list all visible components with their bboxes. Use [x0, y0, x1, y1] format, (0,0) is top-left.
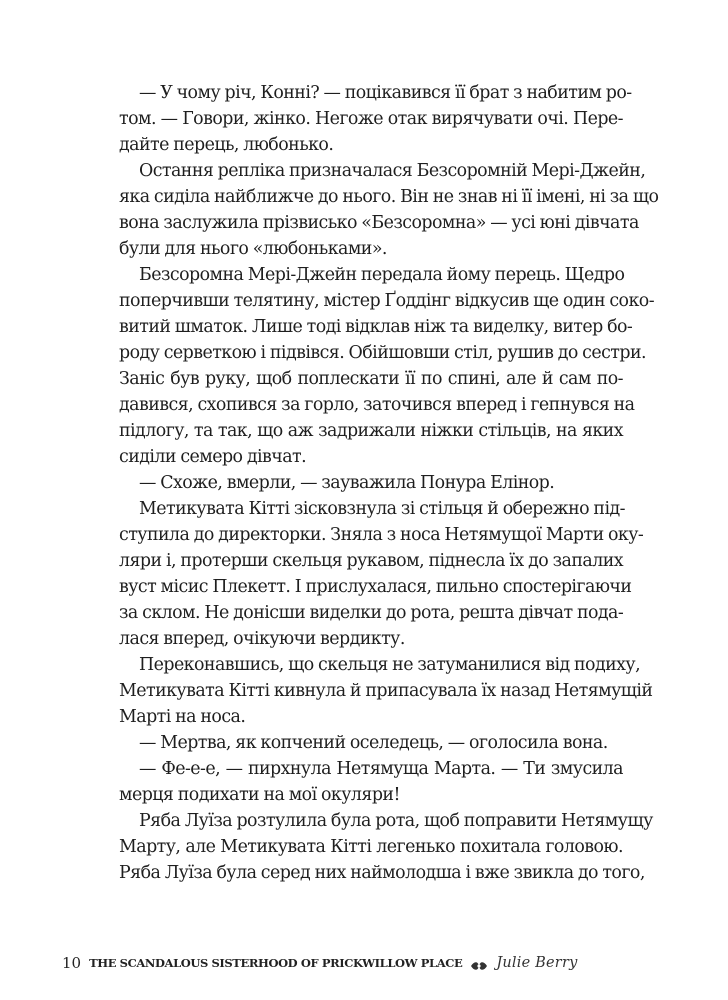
text-line: Метикувата Кітті кивнула й припасувала їх назад Нетямущій: [119, 681, 653, 701]
text-line: витий шматок. Лише тоді відклав ніж та виделку, витер бо-: [119, 317, 633, 337]
text-line: Безсоромна Мері-Джейн передала йому перець. Щедро: [139, 265, 625, 285]
text-line: поперчивши телятину, містер Ґоддінг відкусив ще один соко-: [119, 291, 655, 311]
text-line: Марту, але Метикувата Кітті легенько похитала головою.: [119, 837, 623, 857]
text-line: вуст місис Плекетт. І прислухалася, пильно спостерігаючи: [119, 577, 632, 597]
author-name: Julie Berry: [496, 955, 578, 971]
text-line: були для нього «любоньками».: [119, 239, 387, 259]
text-line: давився, схопився за горло, заточився вперед і гепнувся на: [119, 395, 635, 415]
text-line: яка сиділа найближче до нього. Він не знав ні її імені, ні за що: [119, 187, 659, 207]
text-line: підлогу, та так, що аж задрижали ніжки стільців, на яких: [119, 421, 623, 441]
text-line: том. — Говори, жінко. Негоже отак вирячувати очі. Пере-: [119, 109, 623, 129]
text-line: сиділи семеро дівчат.: [119, 447, 307, 467]
running-footer: [62, 951, 577, 975]
series-title: THE SCANDALOUS SISTERHOOD OF PRICKWILLOW PLACE: [89, 956, 463, 970]
text-line: — Мертва, як копчений оселедець, — оголосила вона.: [139, 733, 608, 753]
text-line: — Схоже, вмерли, — зауважила Понура Елінор.: [139, 473, 555, 493]
text-line: ляри і, протерши скельця рукавом, піднесла їх до запалих: [119, 551, 623, 571]
page-number: 10: [62, 954, 82, 972]
text-line: Метикувата Кітті зісковзнула зі стільця й обережно під-: [139, 499, 625, 519]
text-line: Переконавшись, що скельця не затуманилися від подиху,: [139, 655, 641, 675]
text-line: вона заслужила прізвисько «Безсоромна» — усі юні дівчата: [119, 213, 639, 233]
text-line: дайте перець, любонько.: [119, 135, 334, 155]
text-line: за склом. Не донісши виделки до рота, решта дівчат пода-: [119, 603, 624, 623]
text-line: Заніс був руку, щоб поплескати її по спині, але й сам по-: [119, 369, 623, 389]
text-line: лася вперед, очікуючи вердикту.: [119, 629, 405, 649]
text-line: Остання репліка призначалася Безсоромній Мері-Джейн,: [139, 161, 646, 181]
text-line: ступила до директорки. Зняла з носа Нетямущої Марти оку-: [119, 525, 644, 545]
text-line: Марті на носа.: [119, 707, 246, 727]
text-line: Ряба Луїза розтулила була рота, щоб поправити Нетямущу: [139, 811, 653, 831]
text-line: мерця подихати на мої окуляри!: [119, 785, 400, 805]
text-line: — У чому річ, Конні? — поцікавився її брат з набитим ро-: [139, 83, 632, 103]
fleuron-icon: [470, 957, 488, 969]
text-line: — Фе-е-е, — пирхнула Нетямуща Марта. — Ти змусила: [139, 759, 623, 779]
text-line: Ряба Луїза була серед них наймолодша і вже звикла до того,: [119, 863, 645, 883]
text-line: роду серветкою і підвівся. Обійшовши стіл, рушив до сестри.: [119, 343, 646, 363]
